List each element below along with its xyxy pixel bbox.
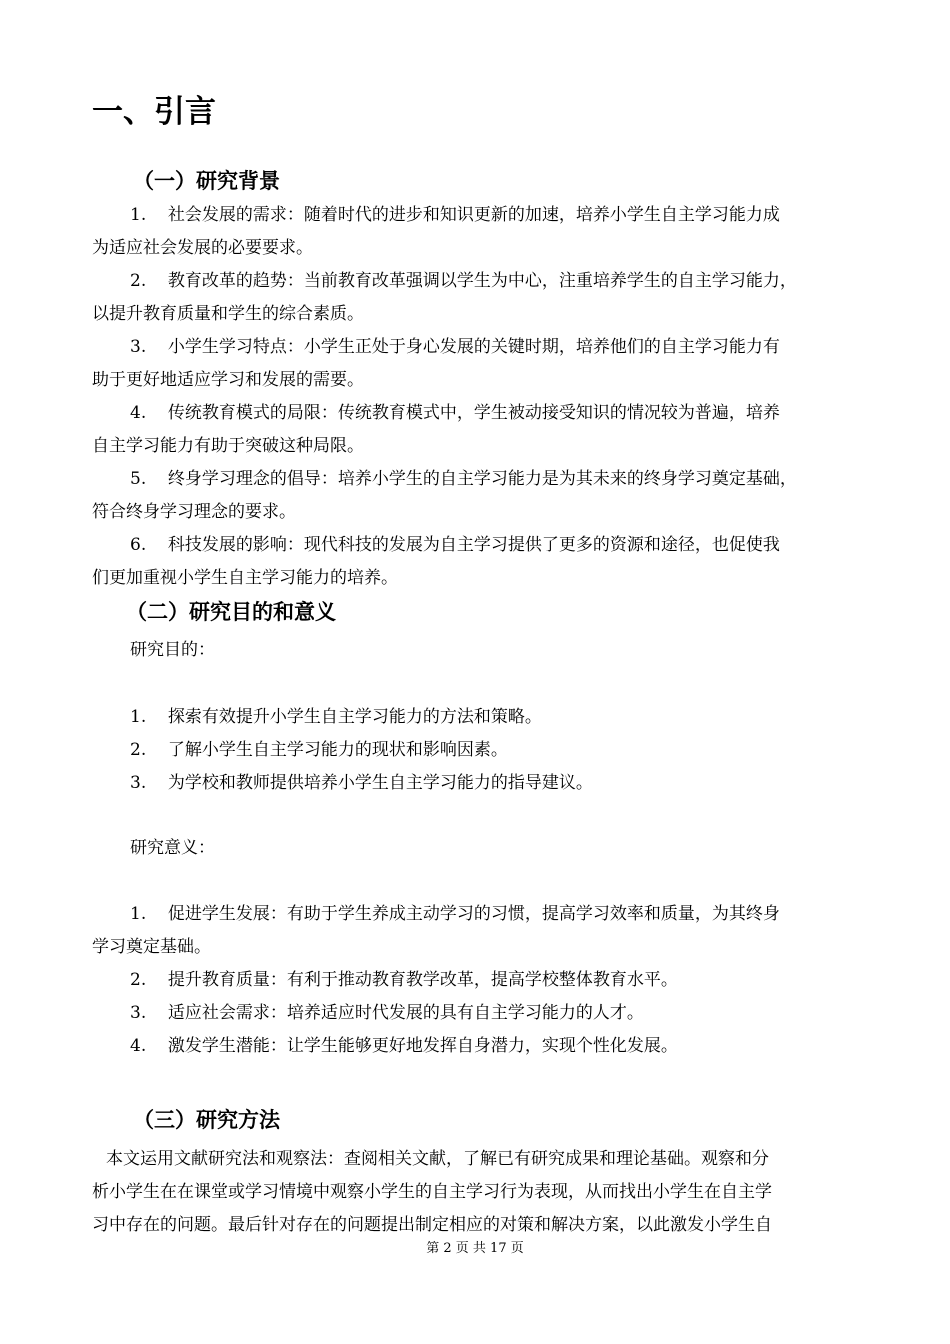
item-text-cont: 学习奠定基础。	[92, 937, 211, 957]
item-number: 4.	[130, 1036, 147, 1056]
item-text: 科技发展的影响：现代科技的发展为自主学习提供了更多的资源和途径，也促使我	[167, 535, 780, 555]
method-paragraph	[92, 1143, 872, 1242]
section-heading-background: （一）研究背景	[133, 169, 280, 193]
item-text: 传统教育模式的局限：传统教育模式中，学生被动接受知识的情况较为普遍，培养	[167, 403, 780, 423]
item-text: 激发学生潜能：让学生能够更好地发挥自身潜力，实现个性化发展。	[167, 1036, 678, 1056]
list-item	[92, 331, 862, 397]
list-item	[92, 964, 862, 997]
list-item	[92, 734, 862, 767]
list-item	[92, 397, 862, 463]
item-text: 提升教育质量：有利于推动教育教学改革，提高学校整体教育水平。	[167, 970, 678, 990]
method-line: 习中存在的问题。最后针对存在的问题提出制定相应的对策和解决方案，以此激发小学生自	[92, 1215, 772, 1235]
item-text-cont: 为适应社会发展的必要要求。	[92, 238, 313, 258]
item-number: 4.	[130, 403, 147, 423]
item-number: 1.	[130, 205, 147, 225]
item-text: 促进学生发展：有助于学生养成主动学习的习惯，提高学习效率和质量，为其终身	[167, 904, 780, 924]
list-item	[92, 997, 862, 1030]
list-item	[92, 1030, 862, 1063]
section-heading-purpose: （二）研究目的和意义	[126, 600, 336, 624]
item-text-cont: 符合终身学习理念的要求。	[92, 502, 296, 522]
item-number: 3.	[130, 337, 147, 357]
list-item	[92, 265, 862, 331]
item-number: 3.	[130, 1003, 147, 1023]
item-number: 6.	[130, 535, 147, 555]
list-item	[92, 463, 862, 529]
section-heading-method: （三）研究方法	[133, 1108, 280, 1132]
method-line: 本文运用文献研究法和观察法：查阅相关文献，了解已有研究成果和理论基础。观察和分	[106, 1149, 769, 1169]
list-item	[92, 701, 862, 734]
item-text: 了解小学生自主学习能力的现状和影响因素。	[167, 740, 508, 760]
item-number: 2.	[130, 271, 147, 291]
item-text: 小学生学习特点：小学生正处于身心发展的关键时期，培养他们的自主学习能力有	[167, 337, 780, 357]
main-heading: 一、引言	[92, 94, 216, 130]
item-number: 3.	[130, 773, 147, 793]
meaning-label	[92, 832, 862, 865]
page-footer: 第 2 页 共 17 页	[426, 1241, 524, 1256]
list-item	[92, 529, 862, 595]
item-text: 教育改革的趋势：当前教育改革强调以学生为中心，注重培养学生的自主学习能力，	[167, 271, 797, 291]
meaning-label-text: 研究意义：	[130, 838, 215, 858]
item-text: 社会发展的需求：随着时代的进步和知识更新的加速，培养小学生自主学习能力成	[167, 205, 780, 225]
item-number: 2.	[130, 740, 147, 760]
item-text-cont: 们更加重视小学生自主学习能力的培养。	[92, 568, 398, 588]
item-text: 为学校和教师提供培养小学生自主学习能力的指导建议。	[167, 773, 593, 793]
item-number: 1.	[130, 904, 147, 924]
item-text: 终身学习理念的倡导：培养小学生的自主学习能力是为其未来的终身学习奠定基础，	[167, 469, 797, 489]
item-text: 适应社会需求：培养适应时代发展的具有自主学习能力的人才。	[167, 1003, 644, 1023]
item-number: 1.	[130, 707, 147, 727]
list-item	[92, 199, 862, 265]
list-item	[92, 898, 862, 964]
list-item	[92, 767, 862, 800]
item-text-cont: 自主学习能力有助于突破这种局限。	[92, 436, 364, 456]
purpose-label	[92, 634, 862, 667]
item-text-cont: 以提升教育质量和学生的综合素质。	[92, 304, 364, 324]
item-number: 2.	[130, 970, 147, 990]
item-number: 5.	[130, 469, 147, 489]
purpose-label-text: 研究目的：	[130, 640, 215, 660]
item-text-cont: 助于更好地适应学习和发展的需要。	[92, 370, 364, 390]
item-text: 探索有效提升小学生自主学习能力的方法和策略。	[167, 707, 542, 727]
method-line: 析小学生在在课堂或学习情境中观察小学生的自主学习行为表现，从而找出小学生在自主学	[92, 1182, 772, 1202]
